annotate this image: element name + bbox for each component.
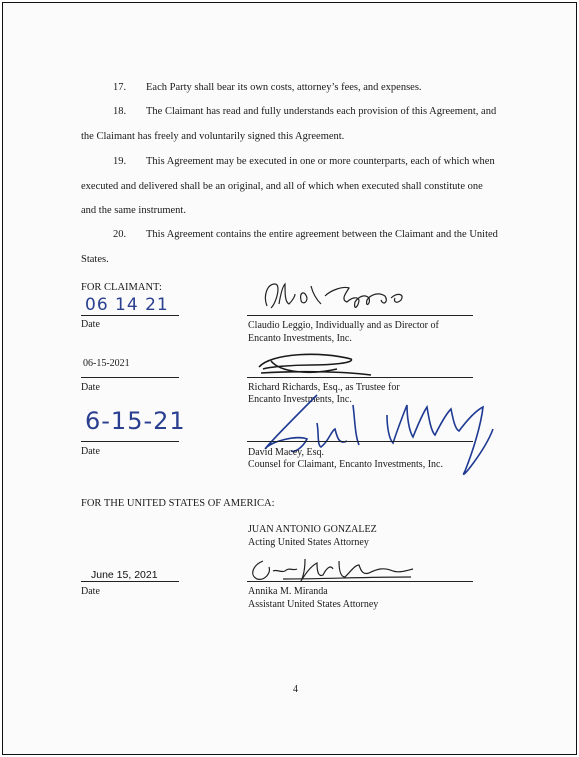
paragraph-17-number: 17. [113,82,127,93]
claimant-sig3-name-line2: Counsel for Claimant, Encanto Investments, Inc. [248,459,443,470]
paragraph-19-text-line3: and the same instrument. [81,205,186,216]
usa-sig-signature-line [247,581,473,582]
paragraph-20-text-line1: This Agreement contains the entire agreement between the Claimant and the United [146,229,498,240]
richard-richards-signature [251,345,381,385]
claimant-sig3-date-label: Date [81,446,100,457]
paragraph-18-text-line2: the Claimant has freely and voluntarily signed this Agreement. [81,131,345,142]
claimant-sig2-date-label: Date [81,382,100,393]
claimant-sig3-name-line1: David Macey, Esq. [248,447,324,458]
paragraph-19-text-line1: This Agreement may be executed in one or more counterparts, each of which when [146,156,495,167]
page-number: 4 [293,684,298,695]
usa-sig-name-line2: Assistant United States Attorney [248,599,379,610]
claimant-heading: FOR CLAIMANT: [81,282,162,293]
usa-sig-date-value: June 15, 2021 [91,569,158,581]
paragraph-20-text-line2: States. [81,254,109,265]
usa-sig-date-label: Date [81,586,100,597]
claimant-sig2-date-value: 06-15-2021 [83,358,130,369]
paragraph-20-number: 20. [113,229,127,240]
claimant-sig2-name-line2: Encanto Investments, Inc. [248,394,352,405]
david-macey-signature [257,385,517,495]
claimant-sig1-date-label: Date [81,319,100,330]
claimant-sig3-date-line [81,441,179,442]
usa-attorney-title: Acting United States Attorney [248,537,369,548]
paragraph-19-number: 19. [113,156,127,167]
claimant-sig2-date-line [81,377,179,378]
claimant-sig3-signature-line [247,441,473,442]
paragraph-17-text: Each Party shall bear its own costs, attorney’s fees, and expenses. [146,82,422,93]
claimant-sig3-date-value: 6-15-21 [85,407,186,435]
document-page [2,2,577,755]
claimant-sig2-name-line1: Richard Richards, Esq., as Trustee for [248,382,400,393]
usa-sig-name-line1: Annika M. Miranda [248,586,328,597]
paragraph-18-text-line1: The Claimant has read and fully understands each provision of this Agreement, and [146,106,497,117]
claudio-leggio-signature [261,278,421,318]
claimant-sig1-name-line1: Claudio Leggio, Individually and as Director of [248,320,439,331]
claimant-sig1-name-line2: Encanto Investments, Inc. [248,333,352,344]
usa-sig-date-line [81,581,179,582]
claimant-sig2-signature-line [247,377,473,378]
paragraph-19-text-line2: executed and delivered shall be an original, and all of which when executed shall constitute one [81,181,483,192]
usa-attorney-name: JUAN ANTONIO GONZALEZ [248,524,377,535]
claimant-sig1-date-line [81,315,179,316]
claimant-sig1-date-value: 06 14 21 [85,295,169,315]
usa-heading: FOR THE UNITED STATES OF AMERICA: [81,498,275,509]
paragraph-18-number: 18. [113,106,127,117]
claimant-sig1-signature-line [247,315,473,316]
